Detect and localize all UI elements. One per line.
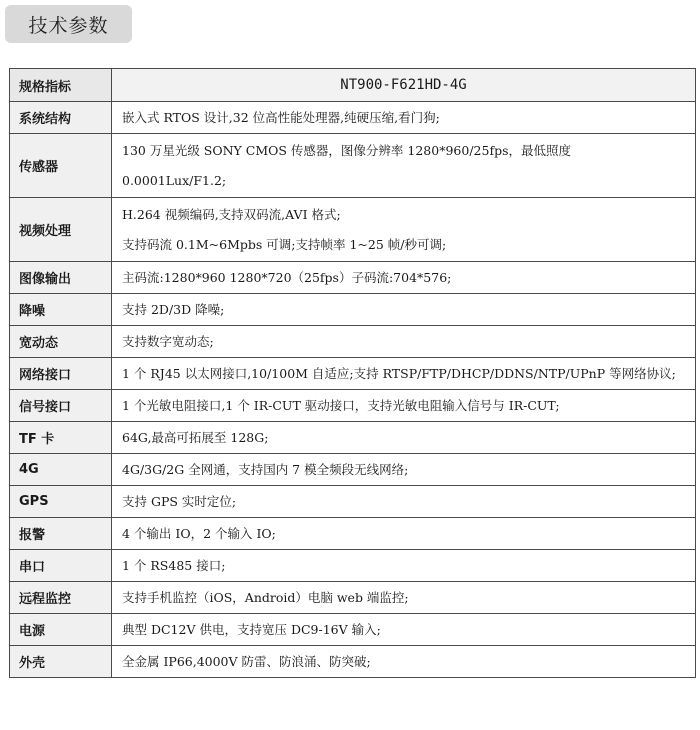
spec-row [10,582,696,614]
spec-label: 远程监控 [10,582,112,614]
spec-value [112,550,696,582]
spec-row [10,518,696,550]
spec-value-line: 主码流:1280*960 1280*720（25fps）子码流:704*576; [122,269,452,285]
spec-value [112,198,696,262]
spec-label: 图像输出 [10,262,112,294]
spec-value [112,262,696,294]
spec-value [112,582,696,614]
spec-label: 降噪 [10,294,112,326]
section-title: 技术参数 [5,5,132,43]
spec-value [112,69,696,102]
spec-value-line: 支持手机监控（iOS，Android）电脑 web 端监控; [122,589,409,605]
spec-label: 外壳 [10,646,112,678]
spec-value-line: 130 万星光级 SONY CMOS 传感器，图像分辨率 1280*960/25fps，最低照度 [122,142,571,158]
spec-label: 宽动态 [10,326,112,358]
spec-value [112,614,696,646]
spec-value-line: 支持码流 0.1M~6Mpbs 可调;支持帧率 1~25 帧/秒可调; [122,236,447,252]
spec-value-line: H.264 视频编码,支持双码流,AVI 格式; [122,206,341,222]
spec-row [10,102,696,134]
spec-row [10,326,696,358]
spec-value-line: 全金属 IP66,4000V 防雷、防浪涌、防突破; [122,653,371,669]
spec-row [10,614,696,646]
spec-row [10,358,696,390]
spec-value [112,102,696,134]
spec-value [112,326,696,358]
spec-value-line: 1 个 RS485 接口; [122,557,226,573]
spec-label: 信号接口 [10,390,112,422]
spec-value-line: 支持数字宽动态; [122,333,214,349]
spec-label: TF 卡 [10,422,112,454]
spec-row [10,454,696,486]
spec-value [112,294,696,326]
spec-value-line: 支持 2D/3D 降噪; [122,301,225,317]
spec-label: 电源 [10,614,112,646]
spec-table-body [10,69,696,678]
spec-value [112,134,696,198]
spec-value-line: 64G,最高可拓展至 128G; [122,429,269,445]
spec-value [112,518,696,550]
spec-value-line: 4 个输出 IO，2 个输入 IO; [122,525,276,541]
spec-row [10,486,696,518]
spec-value [112,358,696,390]
spec-value-line: 支持 GPS 实时定位; [122,493,237,509]
spec-row [10,390,696,422]
spec-label: 系统结构 [10,102,112,134]
spec-value-line: 4G/3G/2G 全网通，支持国内 7 模全频段无线网络; [122,461,409,477]
spec-value [112,486,696,518]
spec-value [112,422,696,454]
spec-value [112,390,696,422]
spec-value-line: 典型 DC12V 供电，支持宽压 DC9-16V 输入; [122,621,381,637]
spec-header-row [10,69,696,102]
spec-row [10,198,696,262]
spec-label: GPS [10,486,112,518]
spec-value-line: 嵌入式 RTOS 设计,32 位高性能处理器,纯硬压缩,看门狗; [122,109,440,125]
spec-row [10,550,696,582]
spec-row [10,646,696,678]
spec-row [10,134,696,198]
spec-label: 报警 [10,518,112,550]
spec-label: 串口 [10,550,112,582]
spec-row [10,294,696,326]
spec-table [9,68,696,678]
spec-label: 4G [10,454,112,486]
spec-value [112,454,696,486]
spec-value-line: 0.0001Lux/F1.2; [122,172,227,188]
spec-label: 网络接口 [10,358,112,390]
spec-label: 传感器 [10,134,112,198]
spec-row [10,422,696,454]
spec-row [10,262,696,294]
spec-label: 规格指标 [10,69,112,102]
spec-value [112,646,696,678]
spec-value-line: 1 个 RJ45 以太网接口,10/100M 自适应;支持 RTSP/FTP/DHCP/DDNS/NTP/UPnP 等网络协议; [122,365,676,381]
spec-value-line: NT900-F621HD-4G [340,77,467,93]
spec-value-line: 1 个光敏电阻接口,1 个 IR-CUT 驱动接口，支持光敏电阻输入信号与 IR-CUT; [122,397,560,413]
spec-label: 视频处理 [10,198,112,262]
